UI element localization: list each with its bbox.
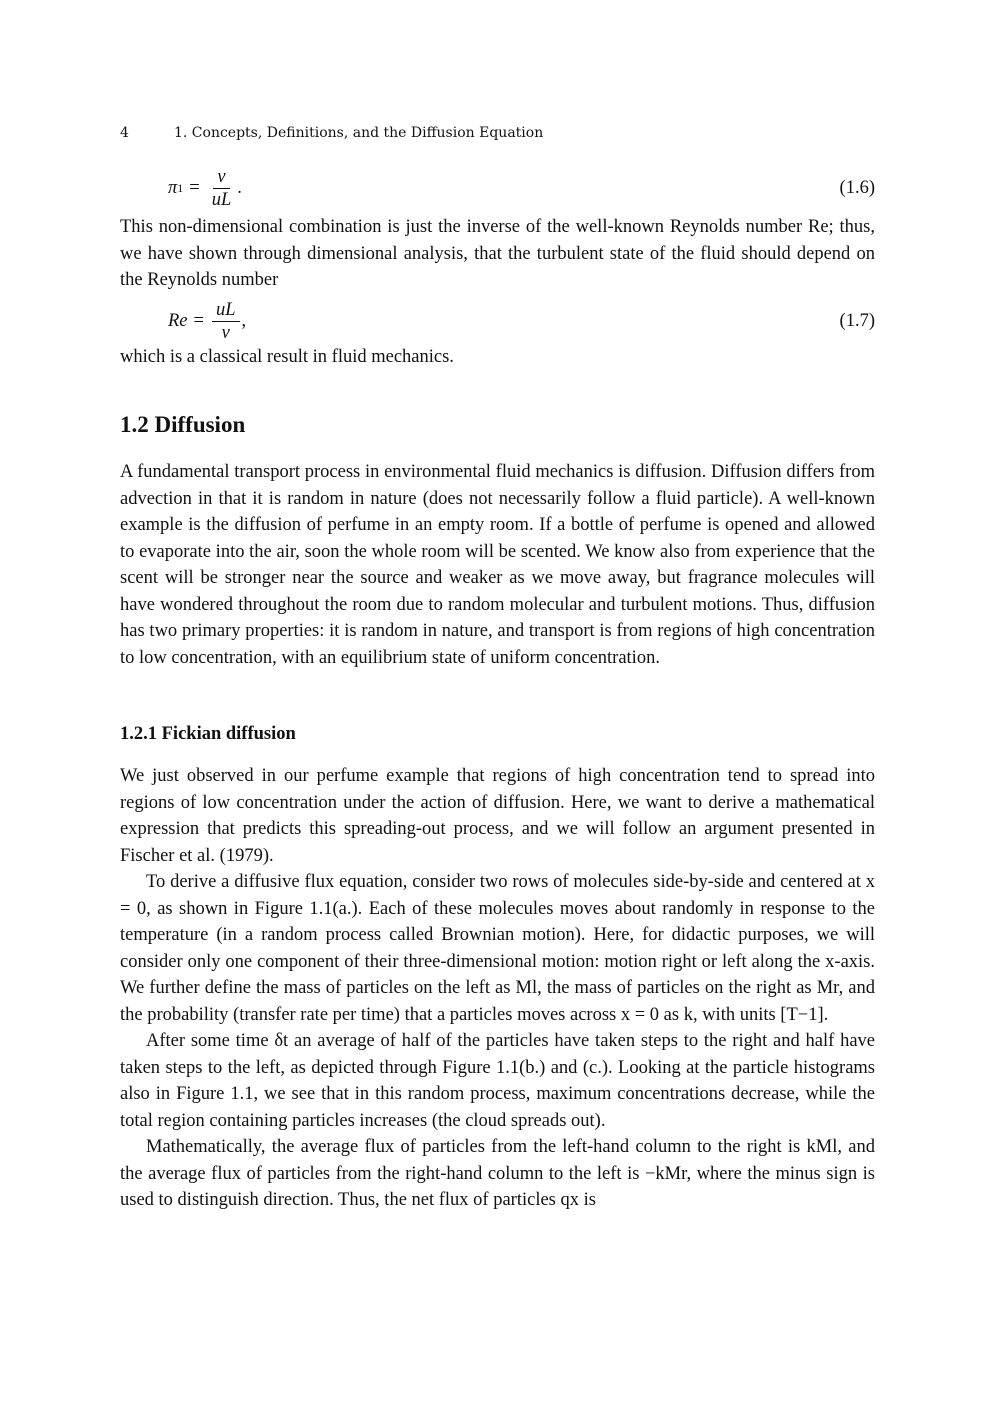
paragraph-classical: which is a classical result in fluid mechanics.: [120, 347, 454, 367]
subsection-body: [120, 763, 875, 1214]
eq-1-6-equals: =: [189, 177, 200, 198]
subsection-heading: 1.2.1 Fickian diffusion: [120, 724, 296, 744]
eq-1-7-fraction: [212, 299, 240, 344]
paragraph-3: After some time δt an average of half of the particles have taken steps to the right and half have taken steps to the left, as depicted through Figure 1.1(b.) and (c.). Looking at the particle histograms also in Figure 1.1, we see that in this random process, maximum concentrations decrease, while the total region containing particles increases (the cloud spreads out).: [120, 1031, 875, 1131]
eq-1-6-subscript: 1: [177, 180, 184, 195]
eq-1-6-lhs: π: [168, 177, 178, 198]
equation-1-7: [120, 297, 875, 345]
paragraph-diffusion-intro: A fundamental transport process in environmental fluid mechanics is diffusion. Diffusion differs from advection in that it is random in nature (does not necessarily follow a fluid particle). A well-known example is the diffusion of perfume in an empty room. If a bottle of perfume is opened and allowed to evaporate into the air, soon the whole room will be scented. We know also from experience that the scent will be stronger near the source and weaker as we move away, but fragrance molecules will have wondered throughout the room due to random molecular and turbulent motions. Thus, diffusion has two primary properties: it is random in nature, and transport is from regions of high concentration to low concentration, with an equilibrium state of uniform concentration.: [120, 462, 875, 668]
eq-1-7-denominator: ν: [221, 322, 230, 343]
eq-1-6-denominator: uL: [211, 189, 232, 210]
paragraph-1: We just observed in our perfume example that regions of high concentration tend to spread into regions of low concentration under the action of diffusion. Here, we want to derive a mathematical expression that predicts this spreading-out process, and we will follow an argument presented in Fischer et al. (1979).: [120, 766, 875, 866]
eq-1-7-equals: =: [193, 310, 204, 331]
paragraph-2: To derive a diffusive flux equation, consider two rows of molecules side-by-side and centered at x = 0, as shown in Figure 1.1(a.). Each of these molecules moves about randomly in response to the temperature (in a random process called Brownian motion). Here, for didactic purposes, we will consider only one component of their three-dimensional motion: motion right or left along the x-axis. We further define the mass of particles on the left as Ml, the mass of particles on the right as Mr, and the probability (transfer rate per time) that a particles moves across x = 0 as k, with units [T−1].: [120, 872, 875, 1025]
paragraph-4: Mathematically, the average flux of particles from the left-hand column to the right is kMl, and the average flux of particles from the right-hand column to the left is −kMr, where the minus sign is used to distinguish direction. Thus, the net flux of particles qx is: [120, 1137, 875, 1210]
paragraph-reynolds: This non-dimensional combination is just the inverse of the well-known Reynolds number Re; thus, we have shown through dimensional analysis, that the turbulent state of the fluid should depend on the Reynolds number: [120, 217, 875, 290]
equation-1-6: [120, 164, 875, 212]
eq-1-6-number: (1.6): [839, 177, 875, 198]
eq-1-6-punct: .: [237, 177, 242, 198]
eq-1-7-number: (1.7): [839, 310, 875, 331]
eq-1-7-punct: ,: [241, 310, 247, 331]
eq-1-7-numerator: uL: [212, 299, 240, 322]
section-heading: 1.2 Diffusion: [120, 412, 246, 437]
eq-1-7-lhs: Re: [168, 310, 188, 331]
page-number: 4: [120, 125, 129, 141]
running-title: 1. Concepts, Definitions, and the Diffusion Equation: [174, 125, 544, 141]
eq-1-6-fraction: [208, 166, 236, 211]
eq-1-6-numerator: ν: [213, 166, 229, 189]
